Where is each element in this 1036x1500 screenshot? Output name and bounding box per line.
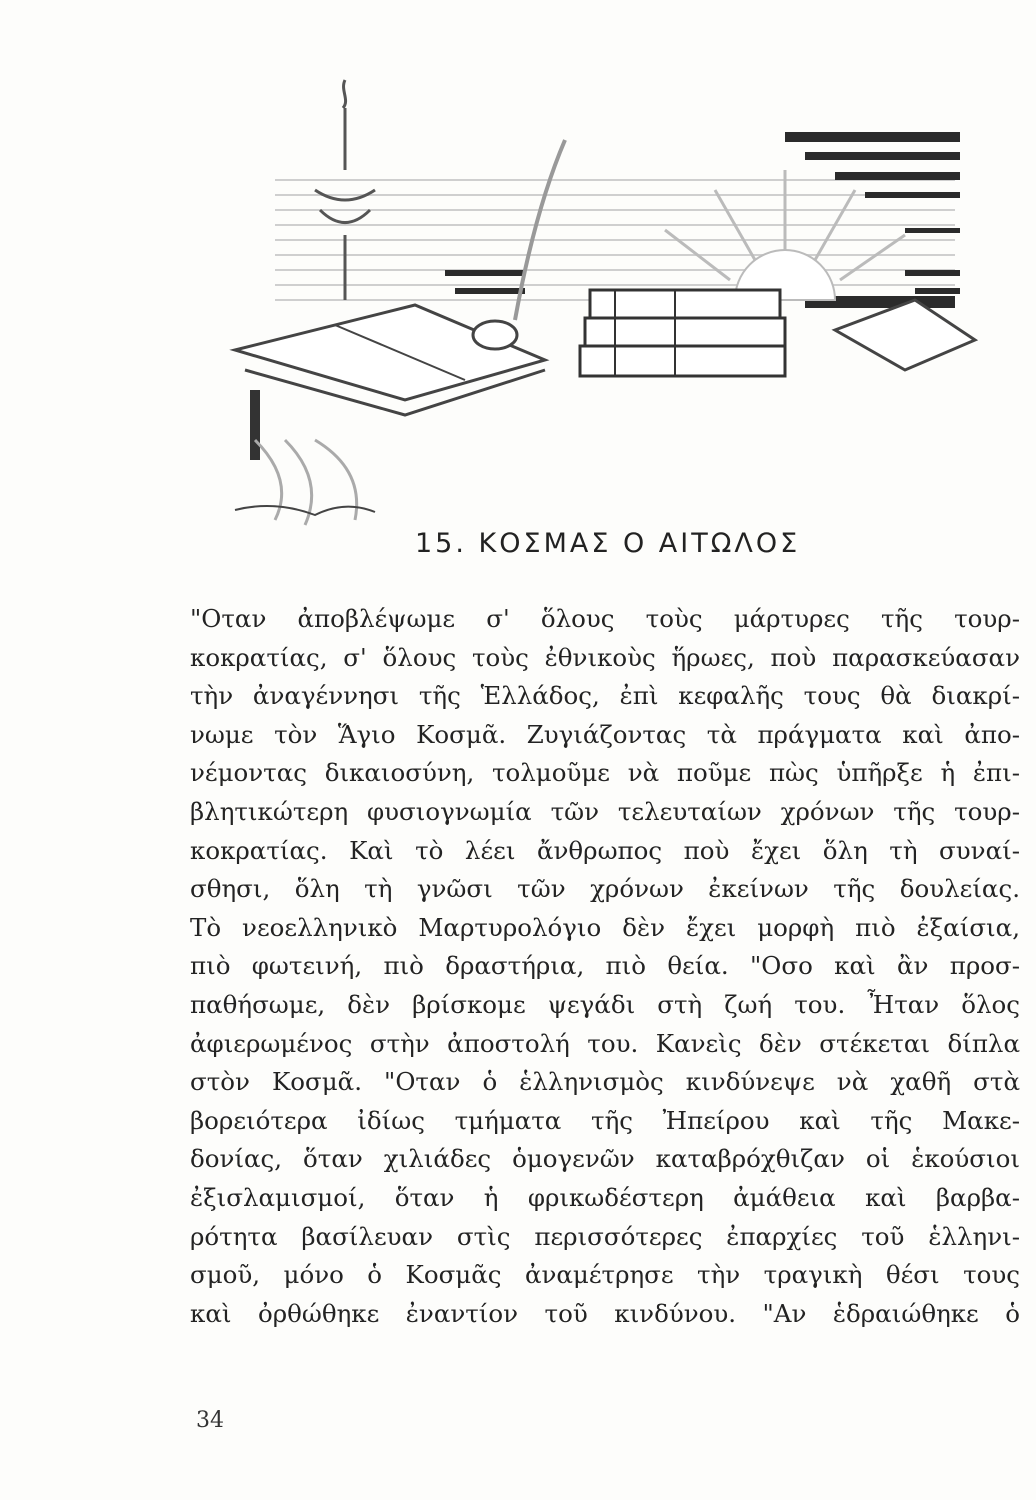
- text-line: πιὸ φωτεινή, πιὸ δραστήρια, πιὸ θεία. "Οσο καὶ ἂν προσ-: [190, 951, 1020, 981]
- text-line: σμοῦ, μόνο ὁ Κοσμᾶς ἀναμέτρησε τὴν τραγικὴ θέσι τους: [190, 1260, 1020, 1290]
- text-line: τὴν ἀναγέννησι τῆς Ἑλλάδος, ἐπὶ κεφαλῆς τους θὰ διακρί-: [190, 681, 1020, 711]
- text-line: Τὸ νεοελληνικὸ Μαρτυρολόγιο δὲν ἔχει μορφὴ πιὸ ἐξαίσια,: [190, 912, 1020, 942]
- text-line: παθήσωμε, δὲν βρίσκομε ψεγάδι στὴ ζωή του. Ἦταν ὅλος: [190, 989, 1020, 1019]
- text-line: καὶ ὀρθώθηκε ἐναντίον τοῦ κινδύνου. "Αν ἑδραιώθηκε ὁ: [190, 1298, 1020, 1328]
- text-line: νέμοντας δικαιοσύνη, τολμοῦμε νὰ ποῦμε πὼς ὑπῆρξε ἡ ἐπι-: [190, 758, 1020, 788]
- text-line: βορειότερα ἰδίως τμήματα τῆς Ἠπείρου καὶ τῆς Μακε-: [190, 1105, 1020, 1135]
- text-line: δονίας, ὅταν χιλιάδες ὁμογενῶν καταβρόχθιζαν οἱ ἑκούσιοι: [190, 1144, 1020, 1174]
- chapter-title: ΚΟΣΜΑΣ Ο ΑΙΤΩΛΟΣ: [478, 528, 801, 559]
- chapter-number: 15.: [415, 528, 467, 559]
- text-line: νωμε τὸν Ἅγιο Κοσμᾶ. Ζυγιάζοντας τὰ πράγματα καὶ ἀπο-: [190, 719, 1020, 749]
- text-line: ἀφιερωμένος στὴν ἀποστολή του. Κανεὶς δὲν στέκεται δίπλα: [190, 1028, 1020, 1058]
- page-number: 34: [196, 1408, 224, 1433]
- text-line: "Οταν ἀποβλέψωμε σ' ὅλους τοὺς μάρτυρες τῆς τουρ-: [190, 604, 1020, 633]
- text-line: ρότητα βασίλευαν στὶς περισσότερες ἐπαρχίες τοῦ ἑλληνι-: [190, 1221, 1020, 1251]
- chapter-heading: [415, 528, 800, 559]
- text-line: σθησι, ὅλη τὴ γνῶσι τῶν χρόνων ἐκείνων τῆς δουλείας.: [190, 874, 1020, 904]
- text-line: κοκρατίας. Καὶ τὸ λέει ἄνθρωπος ποὺ ἔχει ὅλη τὴ συναί-: [190, 835, 1020, 865]
- text-line: στὸν Κοσμᾶ. "Οταν ὁ ἑλληνισμὸς κινδύνεψε νὰ χαθῆ στὰ: [190, 1067, 1020, 1097]
- chapter-header-illustration: [215, 60, 995, 540]
- body-text: [190, 600, 1020, 1333]
- text-line: ἐξισλαμισμοί, ὅταν ἡ φρικωδέστερη ἀμάθεια καὶ βαρβα-: [190, 1182, 1020, 1212]
- text-line: βλητικώτερη φυσιογνωμία τῶν τελευταίων χρόνων τῆς τουρ-: [190, 796, 1020, 826]
- text-line: κοκρατίας, σ' ὅλους τοὺς ἐθνικοὺς ἥρωες, ποὺ παρασκεύασαν: [190, 642, 1020, 672]
